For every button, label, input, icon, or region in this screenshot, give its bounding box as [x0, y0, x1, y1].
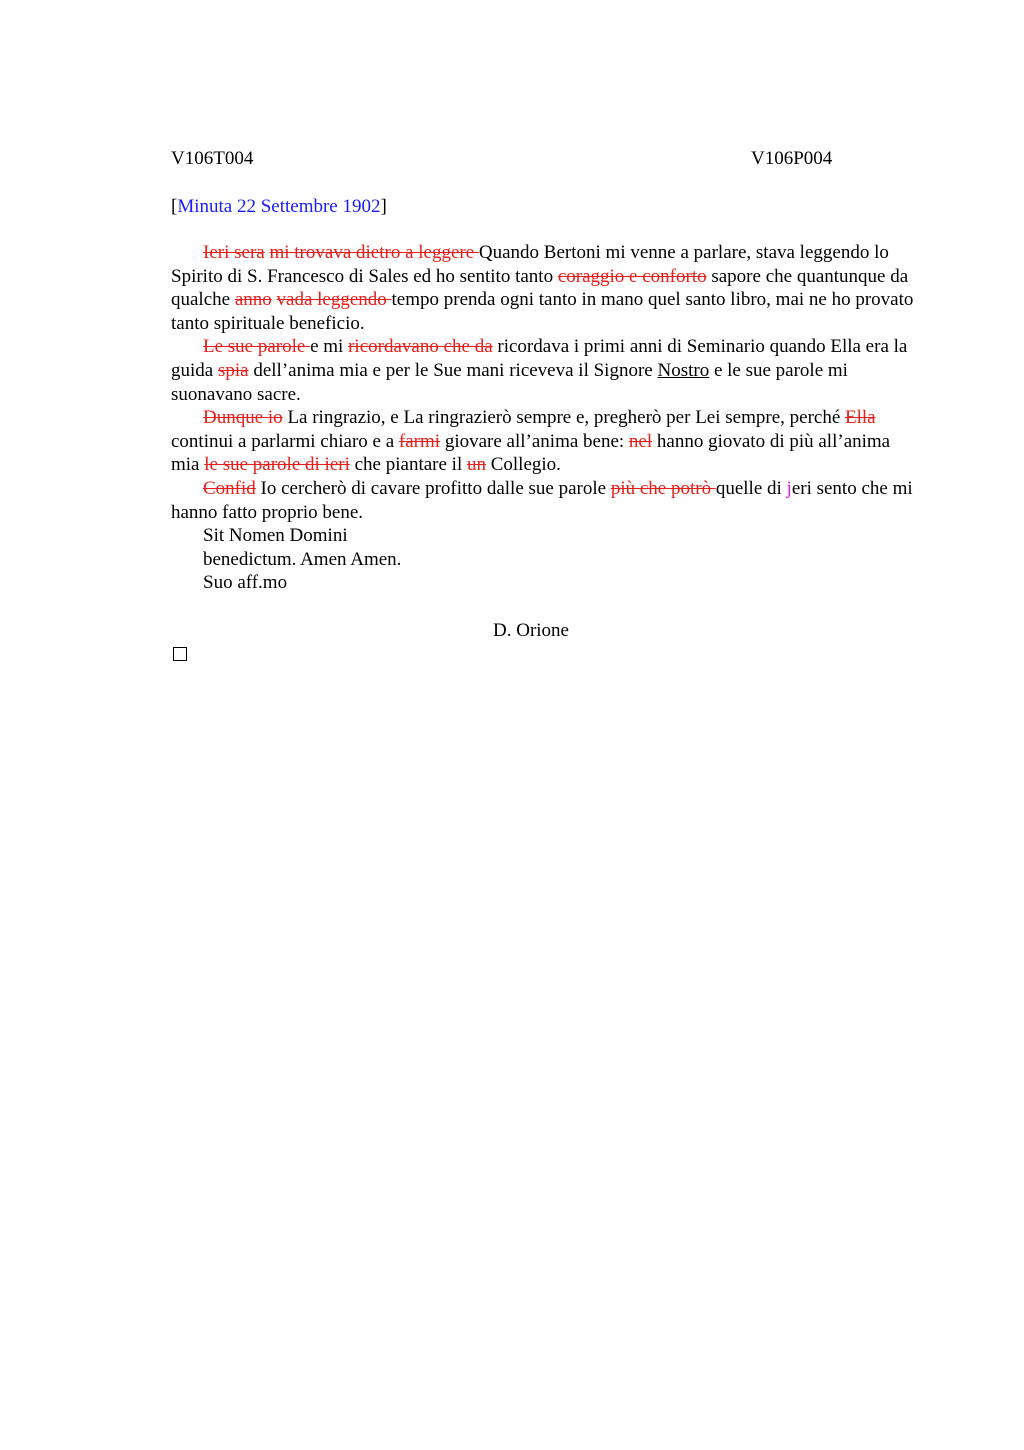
text-run: tempo prenda ogni tanto in mano quel santo libro, mai ne ho provato tanto spirituale beneficio.: [171, 289, 914, 334]
text-run: ricordava i primi anni di Seminario quando Ella era la guida: [171, 336, 908, 381]
deleted-text: Ieri sera: [203, 242, 265, 263]
deleted-text: anno: [234, 289, 272, 311]
text-run: La ringrazio, e La ringrazierò sempre e, pregherò per Lei sempre, perché: [282, 407, 846, 429]
text-run: quelle di: [715, 477, 787, 499]
text-run: giovare all’anima bene:: [440, 430, 629, 452]
minuta-date-text: Minuta 22 Settembre 1902: [177, 196, 381, 217]
deleted-text: Confid: [203, 477, 256, 499]
text-run: hanno giovato di più all’anima mia: [171, 430, 891, 476]
minuta-date-note: [171, 195, 387, 219]
text-run: continui a parlarmi chiaro e a: [171, 430, 399, 452]
text-run: dell’anima mia e per le Sue mani riceveva il Signore: [248, 359, 658, 381]
minuta-open-bracket: [: [171, 196, 178, 217]
underlined-text: Nostro: [657, 359, 710, 381]
deleted-text: Dunque io: [203, 407, 283, 429]
text-run: eri sento che mi hanno fatto proprio bene.: [171, 477, 913, 523]
deleted-text: spia: [217, 359, 249, 381]
deleted-text: nel: [628, 430, 653, 452]
signature: D. Orione: [493, 619, 569, 641]
deleted-text: Le sue parole: [203, 336, 311, 358]
letter-body: [171, 241, 919, 668]
closing-line-3: Suo aff.mo: [203, 572, 288, 594]
paragraph-4: [171, 477, 919, 524]
paragraph-3: [171, 406, 919, 477]
text-run: sapore che quantunque da qualche: [171, 265, 909, 311]
deleted-text: mi trovava dietro a leggere: [269, 242, 479, 263]
paragraph-1: [171, 241, 919, 335]
text-run: e mi: [310, 336, 349, 358]
closing-line-2: benedictum. Amen Amen.: [203, 548, 402, 570]
deleted-text: più che potrò: [610, 477, 716, 499]
document-header: [171, 147, 919, 171]
text-run: e le sue parole mi suonavano sacre.: [171, 359, 848, 405]
closing-line-1: Sit Nomen Domini: [203, 525, 348, 547]
deleted-text: un: [466, 454, 486, 476]
left-document-code: V106T004: [171, 148, 254, 169]
text-run: Io cercherò di cavare profitto dalle sue parole: [255, 477, 611, 499]
right-document-code: V106P004: [751, 148, 833, 169]
text-run: che piantare il: [349, 454, 467, 476]
text-run: Quando Bertoni mi venne a parlare, stava leggendo lo Spirito di S. Francesco di Sales ed ho sentito tanto: [171, 242, 889, 287]
deleted-text: farmi: [398, 430, 441, 452]
inserted-letter: j: [786, 477, 792, 499]
paragraph-2: [171, 335, 919, 406]
text-run: Collegio.: [485, 454, 561, 476]
checkbox-row: [171, 642, 919, 668]
deleted-text: Ella: [845, 407, 876, 429]
document-page: [171, 147, 919, 641]
deleted-text: coraggio e conforto: [557, 265, 707, 287]
deleted-text: le sue parole di ieri: [204, 454, 350, 476]
empty-square-icon: [173, 647, 187, 661]
deleted-text: vada leggendo: [276, 289, 392, 311]
minuta-close-bracket: ]: [380, 196, 387, 217]
deleted-text: ricordavano che da: [348, 336, 493, 358]
